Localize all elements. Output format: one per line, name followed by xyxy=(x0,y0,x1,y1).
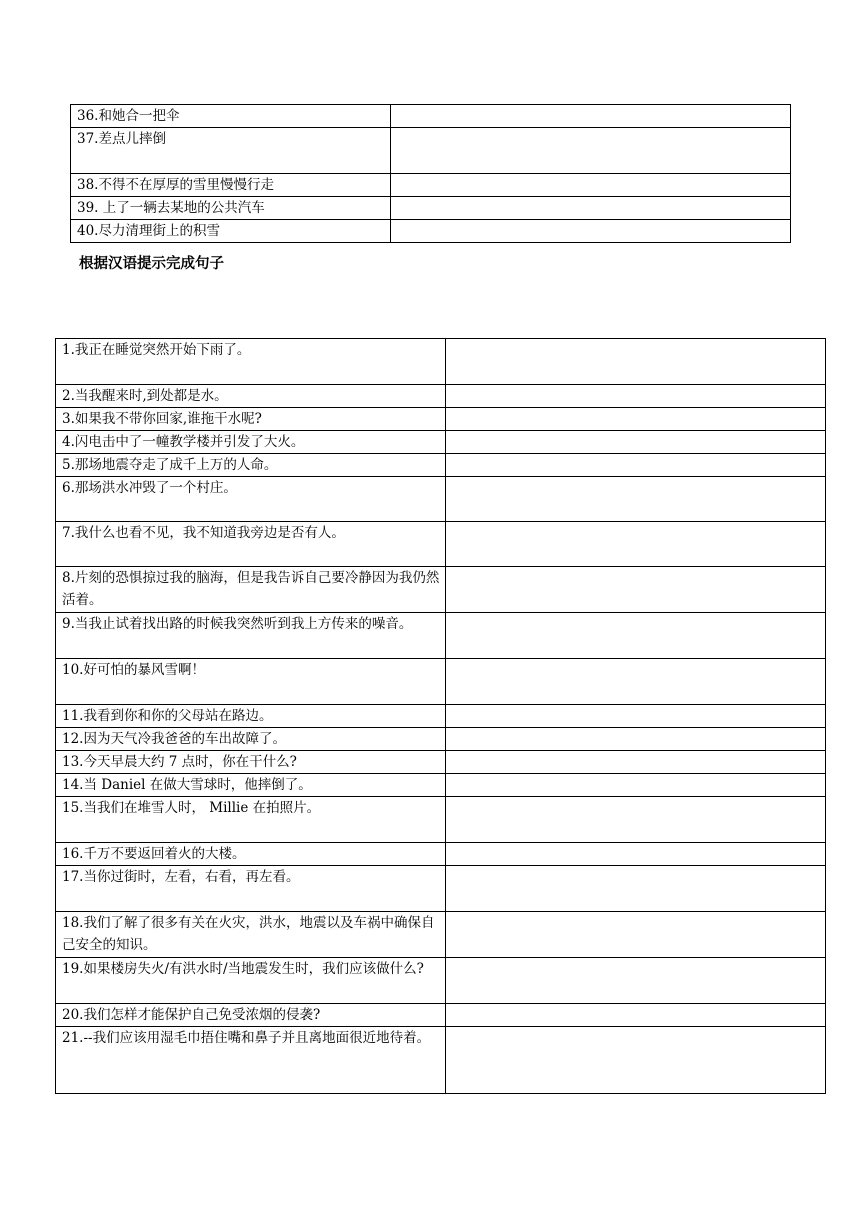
answer-cell[interactable] xyxy=(446,431,826,454)
prompt-cell: 13.今天早晨大约 7 点时，你在干什么? xyxy=(56,751,446,774)
table-row xyxy=(56,912,826,958)
answer-cell[interactable] xyxy=(446,454,826,477)
table-row xyxy=(71,220,791,243)
prompt-cell: 36.和她合一把伞 xyxy=(71,105,391,128)
table-row xyxy=(71,105,791,128)
answer-cell[interactable] xyxy=(446,385,826,408)
answer-cell[interactable] xyxy=(391,197,791,220)
answer-cell[interactable] xyxy=(446,567,826,613)
answer-cell[interactable] xyxy=(446,797,826,843)
vocab-table xyxy=(70,104,791,243)
answer-cell[interactable] xyxy=(391,105,791,128)
table-row xyxy=(56,431,826,454)
section-heading: 根据汉语提示完成句子 xyxy=(79,256,224,272)
answer-cell[interactable] xyxy=(391,220,791,243)
answer-cell[interactable] xyxy=(446,613,826,659)
sentence-table xyxy=(55,338,826,1094)
prompt-cell: 14.当 Daniel 在做大雪球时，他摔倒了。 xyxy=(56,774,446,797)
table-row xyxy=(56,522,826,567)
table-row xyxy=(56,866,826,912)
answer-cell[interactable] xyxy=(446,912,826,958)
answer-cell[interactable] xyxy=(446,1004,826,1027)
answer-cell[interactable] xyxy=(446,751,826,774)
table-row xyxy=(56,774,826,797)
prompt-cell: 3.如果我不带你回家,谁拖干水呢? xyxy=(56,408,446,431)
table-row xyxy=(56,567,826,613)
prompt-cell: 4.闪电击中了一幢教学楼并引发了大火。 xyxy=(56,431,446,454)
table-row xyxy=(56,728,826,751)
answer-cell[interactable] xyxy=(446,408,826,431)
prompt-cell: 7.我什么也看不见，我不知道我旁边是否有人。 xyxy=(56,522,446,567)
prompt-cell: 5.那场地震夺走了成千上万的人命。 xyxy=(56,454,446,477)
prompt-cell: 20.我们怎样才能保护自己免受浓烟的侵袭? xyxy=(56,1004,446,1027)
table-row xyxy=(56,659,826,705)
prompt-cell: 11.我看到你和你的父母站在路边。 xyxy=(56,705,446,728)
answer-cell[interactable] xyxy=(446,659,826,705)
prompt-cell: 6.那场洪水冲毁了一个村庄。 xyxy=(56,477,446,522)
prompt-cell: 40.尽力清理街上的积雪 xyxy=(71,220,391,243)
table-row xyxy=(56,408,826,431)
prompt-cell: 38.不得不在厚厚的雪里慢慢行走 xyxy=(71,174,391,197)
table-row xyxy=(56,1004,826,1027)
prompt-cell: 15.当我们在堆雪人时， Millie 在拍照片。 xyxy=(56,797,446,843)
prompt-cell: 1.我正在睡觉突然开始下雨了。 xyxy=(56,339,446,385)
prompt-cell: 2.当我醒来时,到处都是水。 xyxy=(56,385,446,408)
table-row xyxy=(56,843,826,866)
table-row xyxy=(56,339,826,385)
answer-cell[interactable] xyxy=(446,522,826,567)
table-row xyxy=(56,958,826,1004)
answer-cell[interactable] xyxy=(446,866,826,912)
prompt-cell: 17.当你过街时，左看，右看，再左看。 xyxy=(56,866,446,912)
table-row xyxy=(56,705,826,728)
table-row xyxy=(56,385,826,408)
table-row xyxy=(56,454,826,477)
answer-cell[interactable] xyxy=(446,728,826,751)
prompt-cell: 10.好可怕的暴风雪啊！ xyxy=(56,659,446,705)
prompt-cell: 9.当我止试着找出路的时候我突然听到我上方传来的噪音。 xyxy=(56,613,446,659)
prompt-cell: 21.--我们应该用湿毛巾捂住嘴和鼻子并且离地面很近地待着。 xyxy=(56,1027,446,1094)
answer-cell[interactable] xyxy=(391,128,791,174)
answer-cell[interactable] xyxy=(446,339,826,385)
prompt-cell: 37.差点儿摔倒 xyxy=(71,128,391,174)
table-row xyxy=(56,797,826,843)
table-row xyxy=(56,613,826,659)
answer-cell[interactable] xyxy=(446,705,826,728)
table-row xyxy=(56,1027,826,1094)
prompt-cell: 8.片刻的恐惧掠过我的脑海，但是我告诉自己要冷静因为我仍然活着。 xyxy=(56,567,446,613)
answer-cell[interactable] xyxy=(446,774,826,797)
prompt-cell: 19.如果楼房失火/有洪水时/当地震发生时，我们应该做什么? xyxy=(56,958,446,1004)
table-row xyxy=(56,477,826,522)
prompt-cell: 39. 上了一辆去某地的公共汽车 xyxy=(71,197,391,220)
prompt-cell: 12.因为天气冷我爸爸的车出故障了。 xyxy=(56,728,446,751)
table-row xyxy=(71,174,791,197)
prompt-cell: 16.千万不要返回着火的大楼。 xyxy=(56,843,446,866)
answer-cell[interactable] xyxy=(391,174,791,197)
prompt-cell: 18.我们了解了很多有关在火灾，洪水，地震以及车祸中确保自己安全的知识。 xyxy=(56,912,446,958)
table-row xyxy=(71,128,791,174)
answer-cell[interactable] xyxy=(446,1027,826,1094)
answer-cell[interactable] xyxy=(446,843,826,866)
table-row xyxy=(71,197,791,220)
table-row xyxy=(56,751,826,774)
answer-cell[interactable] xyxy=(446,958,826,1004)
answer-cell[interactable] xyxy=(446,477,826,522)
